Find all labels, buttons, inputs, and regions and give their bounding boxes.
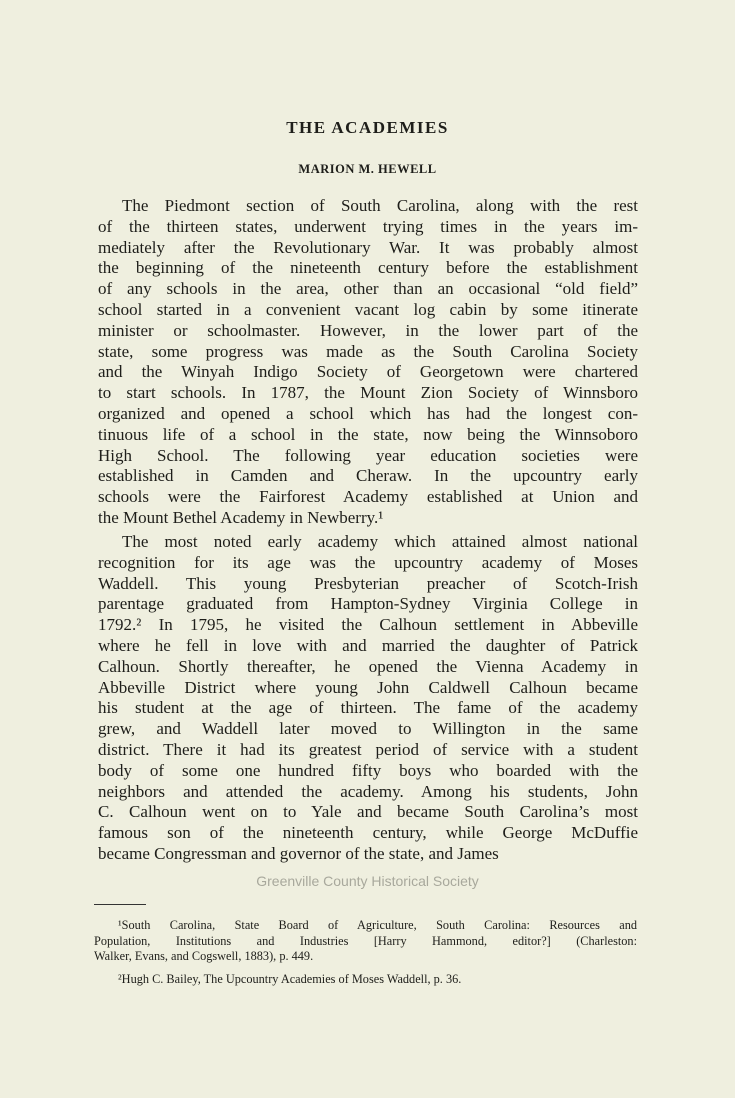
text-line: The Piedmont section of South Carolina, along with the rest [122,196,638,215]
text-line: Calhoun. Shortly thereafter, he opened the Vienna Academy in [98,656,638,676]
text-line: body of some one hundred fifty boys who boarded with the [98,760,638,780]
text-line: the Mount Bethel Academy in Newberry.¹ [98,507,384,527]
text-line: C. Calhoun went on to Yale and became South Carolina’s most [98,802,638,822]
text-line: parentage graduated from Hampton-Sydney Virginia College in [98,594,638,614]
text-line: where he fell in love with and married the daughter of Patrick [98,635,638,655]
text-line: of any schools in the area, other than an occasional “old field” [98,279,638,299]
text-line: grew, and Waddell later moved to Willington in the same [98,719,638,739]
text-line: famous son of the nineteenth century, while George McDuffie [98,823,638,843]
text-line: his student at the age of thirteen. The fame of the academy [98,698,638,718]
watermark: Greenville County Historical Society [256,873,479,889]
text-line: Abbeville District where young John Caldwell Calhoun became [98,677,638,697]
text-line: mediately after the Revolutionary War. It was probably almost [98,237,638,257]
text-line: neighbors and attended the academy. Among his students, John [98,781,638,801]
text-line: minister or schoolmaster. However, in the lower part of the [98,320,638,340]
text-line: The most noted early academy which attained almost national [122,532,638,551]
footnote-2 [94,972,637,988]
text-line: and the Winyah Indigo Society of Georgetown were chartered [98,362,638,382]
text-line: ²Hugh C. Bailey, The Upcountry Academies of Moses Waddell, p. 36. [118,972,462,986]
footnote-divider [94,904,146,905]
text-line: established in Camden and Cheraw. In the upcountry early [98,466,638,486]
text-line: district. There it had its greatest period of service with a student [98,739,638,759]
text-line: High School. The following year education societies were [98,445,638,465]
text-line: school started in a convenient vacant log cabin by some itinerate [98,299,638,319]
text-line: ¹South Carolina, State Board of Agriculture, South Carolina: Resources and [118,918,637,932]
text-line: Population, Institutions and Industries [Harry Hammond, editor?] (Charleston: [94,933,637,948]
page-title: THE ACADEMIES [286,118,449,137]
text-line: Waddell. This young Presbyterian preacher of Scotch-Irish [98,573,638,593]
text-line: schools were the Fairforest Academy established at Union and [98,487,638,507]
text-line: recognition for its age was the upcountry academy of Moses [98,552,638,572]
author-name: MARION M. HEWELL [298,162,437,176]
text-line: organized and opened a school which has had the longest con- [98,403,638,423]
text-line: 1792.² In 1795, he visited the Calhoun settlement in Abbeville [98,615,638,635]
footnote-1 [94,918,637,965]
text-line: to start schools. In 1787, the Mount Zion Society of Winnsboro [98,383,638,403]
text-line: of the thirteen states, underwent trying times in the years im- [98,216,638,236]
paragraph-1 [98,196,638,529]
text-line: the beginning of the nineteenth century before the establishment [98,258,638,278]
text-line: state, some progress was made as the South Carolina Society [98,341,638,361]
text-line: tinuous life of a school in the state, now being the Winnsoboro [98,424,638,444]
paragraph-2 [98,532,638,865]
text-line: Walker, Evans, and Cogswell, 1883), p. 449. [94,949,314,963]
text-line: became Congressman and governor of the state, and James [98,843,499,863]
